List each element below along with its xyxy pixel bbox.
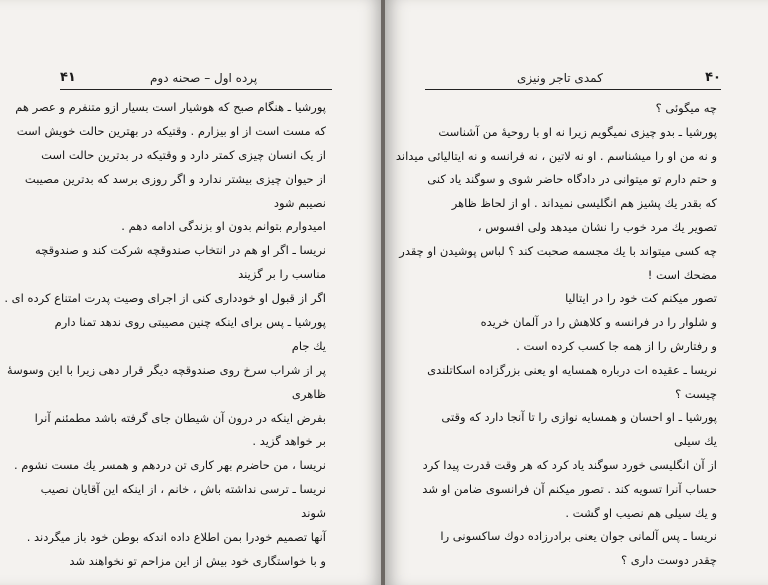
- right-page-number: ۴۰: [705, 70, 721, 85]
- left-page: [0, 0, 383, 585]
- right-page-body: [395, 97, 717, 573]
- text-line: تصویر یك مرد خوب را نشان میدهد ولی افسوس ،: [477, 219, 717, 234]
- text-line: تصور میکنم کت خود را در ایتالیا: [565, 291, 717, 306]
- text-line: امیدوارم بتوانم بدون او بزندگی ادامه دهم .: [121, 219, 326, 234]
- text-line: چیست ؟: [675, 386, 717, 401]
- left-running-head: پرده اول – صحنه دوم: [150, 71, 258, 85]
- text-line: نریسا ـ پس آلمانی جوان یعنی برادرزاده دوك ساکسونی را: [440, 529, 717, 544]
- text-line: نریسا ـ عقیده ات درباره همسایه او یعنی بزرگزاده اسکاتلندی: [427, 362, 717, 377]
- text-line: نریسا ، من حاضرم بهر کاری تن دردهم و همسر یك مست نشوم .: [14, 458, 326, 473]
- text-line: و یك سیلی هم نصیب او گشت .: [565, 505, 717, 520]
- right-header-rule: [425, 89, 721, 90]
- text-line: از آن انگلیسی خورد سوگند یاد کرد که هر وقت قدرت پیدا کرد: [422, 457, 717, 472]
- text-line: بفرض اینکه در درون آن شیطان جای گرفته باشد مطمئنم آنرا: [34, 410, 326, 425]
- text-line: بر خواهد گزید .: [252, 434, 326, 449]
- text-line: پورشیا ـ هنگام صبح که هوشیار است بسیار ازو متنفرم و عصر هم: [15, 100, 326, 114]
- text-line: یك سیلی: [673, 434, 717, 449]
- text-line: و حتم دارم تو میتوانی در دادگاه حاضر شوی و سوگند یاد کنی: [427, 172, 717, 187]
- text-line: یك جام: [291, 338, 326, 353]
- text-line: شوند: [301, 506, 326, 521]
- text-line: نریسا ـ ترسی نداشته باش ، خانم ، از اینکه این آقایان نصیب: [40, 482, 326, 497]
- text-line: اگر از قبول او خودداری کنی از اجرای وصیت پدرت امتناع کرده ای .: [4, 291, 326, 306]
- text-line: از حیوان چیزی بیشتر ندارد و اگر روزی برسد که بدترین مصیبت: [24, 171, 326, 186]
- left-page-body: [4, 96, 326, 574]
- text-line: ظاهری: [291, 386, 326, 401]
- text-line: و با خواستگاری خود بیش از این مزاحم تو نخواهند شد: [69, 553, 326, 568]
- text-line: و شلوار را در فرانسه و کلاهش را در آلمان خریده: [480, 315, 717, 330]
- text-line: که مست است از او بیزارم . وقتیکه در بهترین حالت خویش است: [16, 123, 326, 138]
- text-line: و نه من او را میشناسم . او نه لاتین ، نه فرانسه و نه ایتالیائی میداند: [395, 148, 717, 163]
- text-line: آنها تصمیم خودرا بمن اطلاع داده اندکه بوطن خود باز میگردند .: [26, 530, 326, 545]
- text-line: مناسب را بر گزیند: [238, 267, 326, 282]
- text-line: که بقدر یك پشیز هم انگلیسی نمیداند . او از لحاظ ظاهر: [451, 196, 717, 211]
- text-line: نصیبم شود: [273, 195, 326, 210]
- text-line: چه کسی میتواند با یك مجسمه صحبت کند ؟ لباس پوشیدن او چقدر: [399, 243, 717, 258]
- right-page: [385, 0, 768, 585]
- text-line: چه میگوئی ؟: [655, 101, 717, 115]
- text-line: پورشیا ـ پس برای اینکه چنین مصیبتی روی ندهد تمنا دارم: [54, 315, 326, 330]
- text-line: حساب آنرا تسویه کند . تصور میکنم آن فرانسوی ضامن او شد: [422, 481, 717, 496]
- left-header-rule: [60, 89, 332, 90]
- text-line: نریسا ـ اگر او هم در انتخاب صندوقچه شرکت کند و صندوقچه: [35, 243, 326, 258]
- text-line: پر از شراب سرخ روی صندوقچه دیگر قرار دهی زیرا با این وسوسهٔ: [6, 362, 326, 377]
- text-line: و رفتارش را از همه جا کسب کرده است .: [516, 338, 717, 353]
- text-line: چقدر دوست داری ؟: [620, 553, 717, 568]
- text-line: از یک انسان چیزی کمتر دارد و وقتیکه در بدترین حالت است: [41, 147, 326, 162]
- left-page-number: ۴۱: [60, 70, 76, 85]
- text-line: مضحك است !: [647, 267, 717, 282]
- text-line: پورشیا ـ او احسان و همسایه نوازی را تا آنجا دارد که وقتی: [441, 410, 717, 425]
- text-line: پورشیا ـ بدو چیزی نمیگویم زیرا نه او با روحیهٔ من آشناست: [438, 124, 717, 139]
- right-running-head: کمدی تاجر ونیزی: [517, 71, 603, 85]
